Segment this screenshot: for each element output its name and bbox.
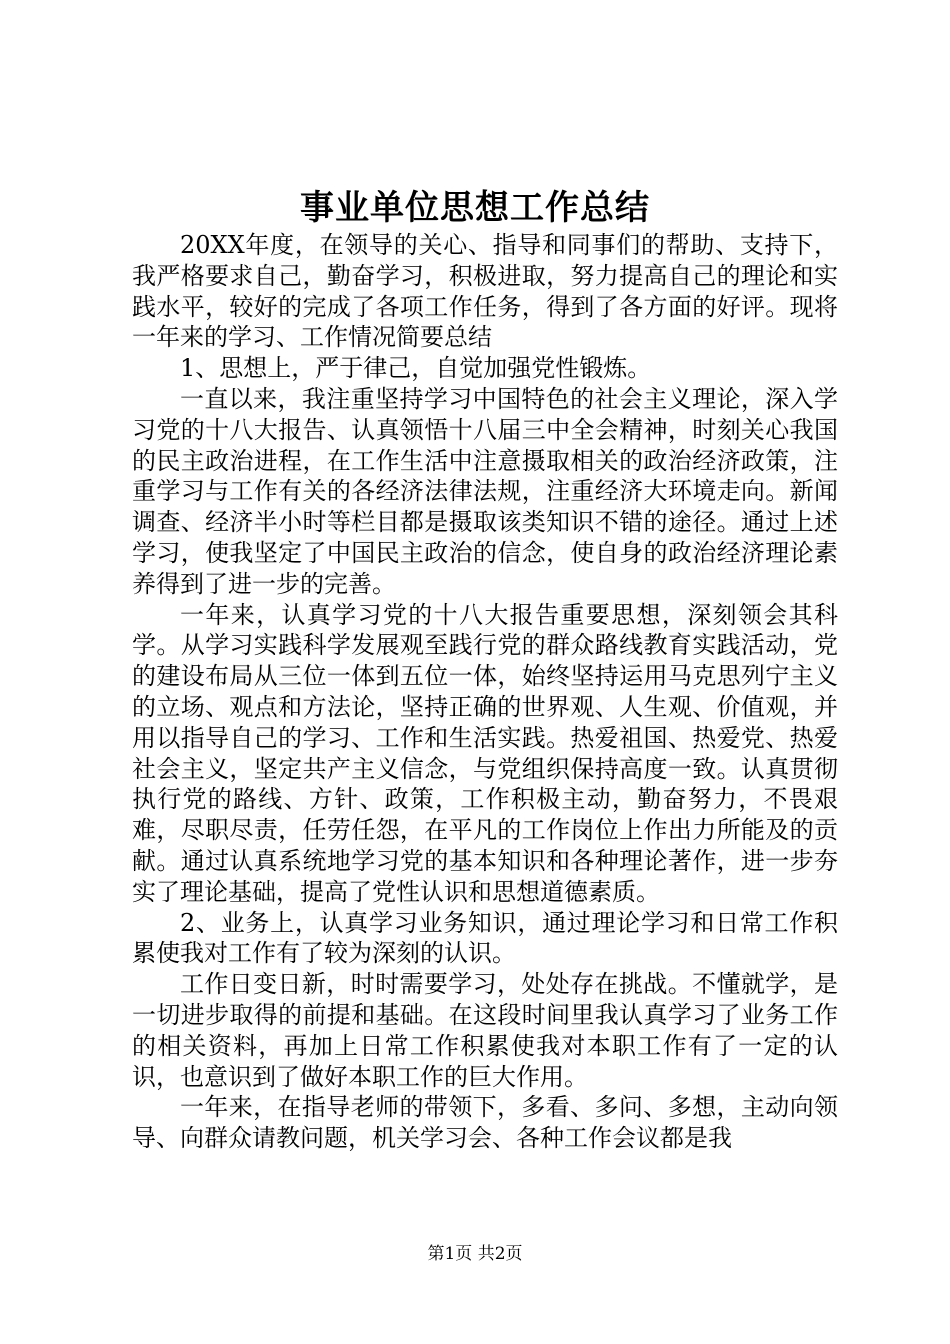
document-title: 事业单位思想工作总结 xyxy=(300,188,650,228)
paragraph: 一年来，认真学习党的十八大报告重要思想，深刻领会其科学。从学习实践科学发展观至践行党的群众路线教育实践活动，党的建设布局从三位一体到五位一体，始终坚持运用马克思列宁主义的立场、观点和方法论，坚持正确的世界观、人生观、价值观，并用以指导自己的学习、工作和生活实践。热爱祖国、热爱党、热爱社会主义，坚定共产主义信念，与党组织保持高度一致。认真贯彻执行党的路线、方针、政策，工作积极主动，勤奋努力，不畏艰难，尽职尽责，任劳任怨，在平凡的工作岗位上作出力所能及的贡献。通过认真系统地学习党的基本知识和各种理论著作，进一步夯实了理论基础，提高了党性认识和思想道德素质。 xyxy=(132,600,838,906)
paragraph: 一直以来，我注重坚持学习中国特色的社会主义理论，深入学习党的十八大报告、认真领悟十八届三中全会精神，时刻关心我国的民主政治进程，在工作生活中注意摄取相关的政治经济政策，注重学习与工作有关的各经济法律法规，注重经济大环境走向。新闻调查、经济半小时等栏目都是摄取该类知识不错的途径。通过上述学习，使我坚定了中国民主政治的信念，使自身的政治经济理论素养得到了进一步的完善。 xyxy=(132,384,838,598)
document-body xyxy=(132,230,838,1154)
paragraph-intro: 20XX年度，在领导的关心、指导和同事们的帮助、支持下，我严格要求自己，勤奋学习，积极进取，努力提高自己的理论和实践水平，较好的完成了各项工作任务，得到了各方面的好评。现将一年来的学习、工作情况简要总结 xyxy=(132,231,838,352)
page-footer: 第1页 共2页 xyxy=(427,1244,523,1264)
paragraph-heading-2: 2、业务上，认真学习业务知识，通过理论学习和日常工作积累使我对工作有了较为深刻的认识。 xyxy=(132,908,838,968)
paragraph-heading-1: 1、思想上，严于律己，自觉加强党性锻炼。 xyxy=(180,354,652,383)
paragraph: 一年来，在指导老师的带领下，多看、多问、多想，主动向领导、向群众请教问题，机关学习会、各种工作会议都是我 xyxy=(132,1093,838,1153)
paragraph: 工作日变日新，时时需要学习，处处存在挑战。不懂就学，是一切进步取得的前提和基础。在这段时间里我认真学习了业务工作的相关资料，再加上日常工作积累使我对本职工作有了一定的认识，也意识到了做好本职工作的巨大作用。 xyxy=(132,970,838,1091)
